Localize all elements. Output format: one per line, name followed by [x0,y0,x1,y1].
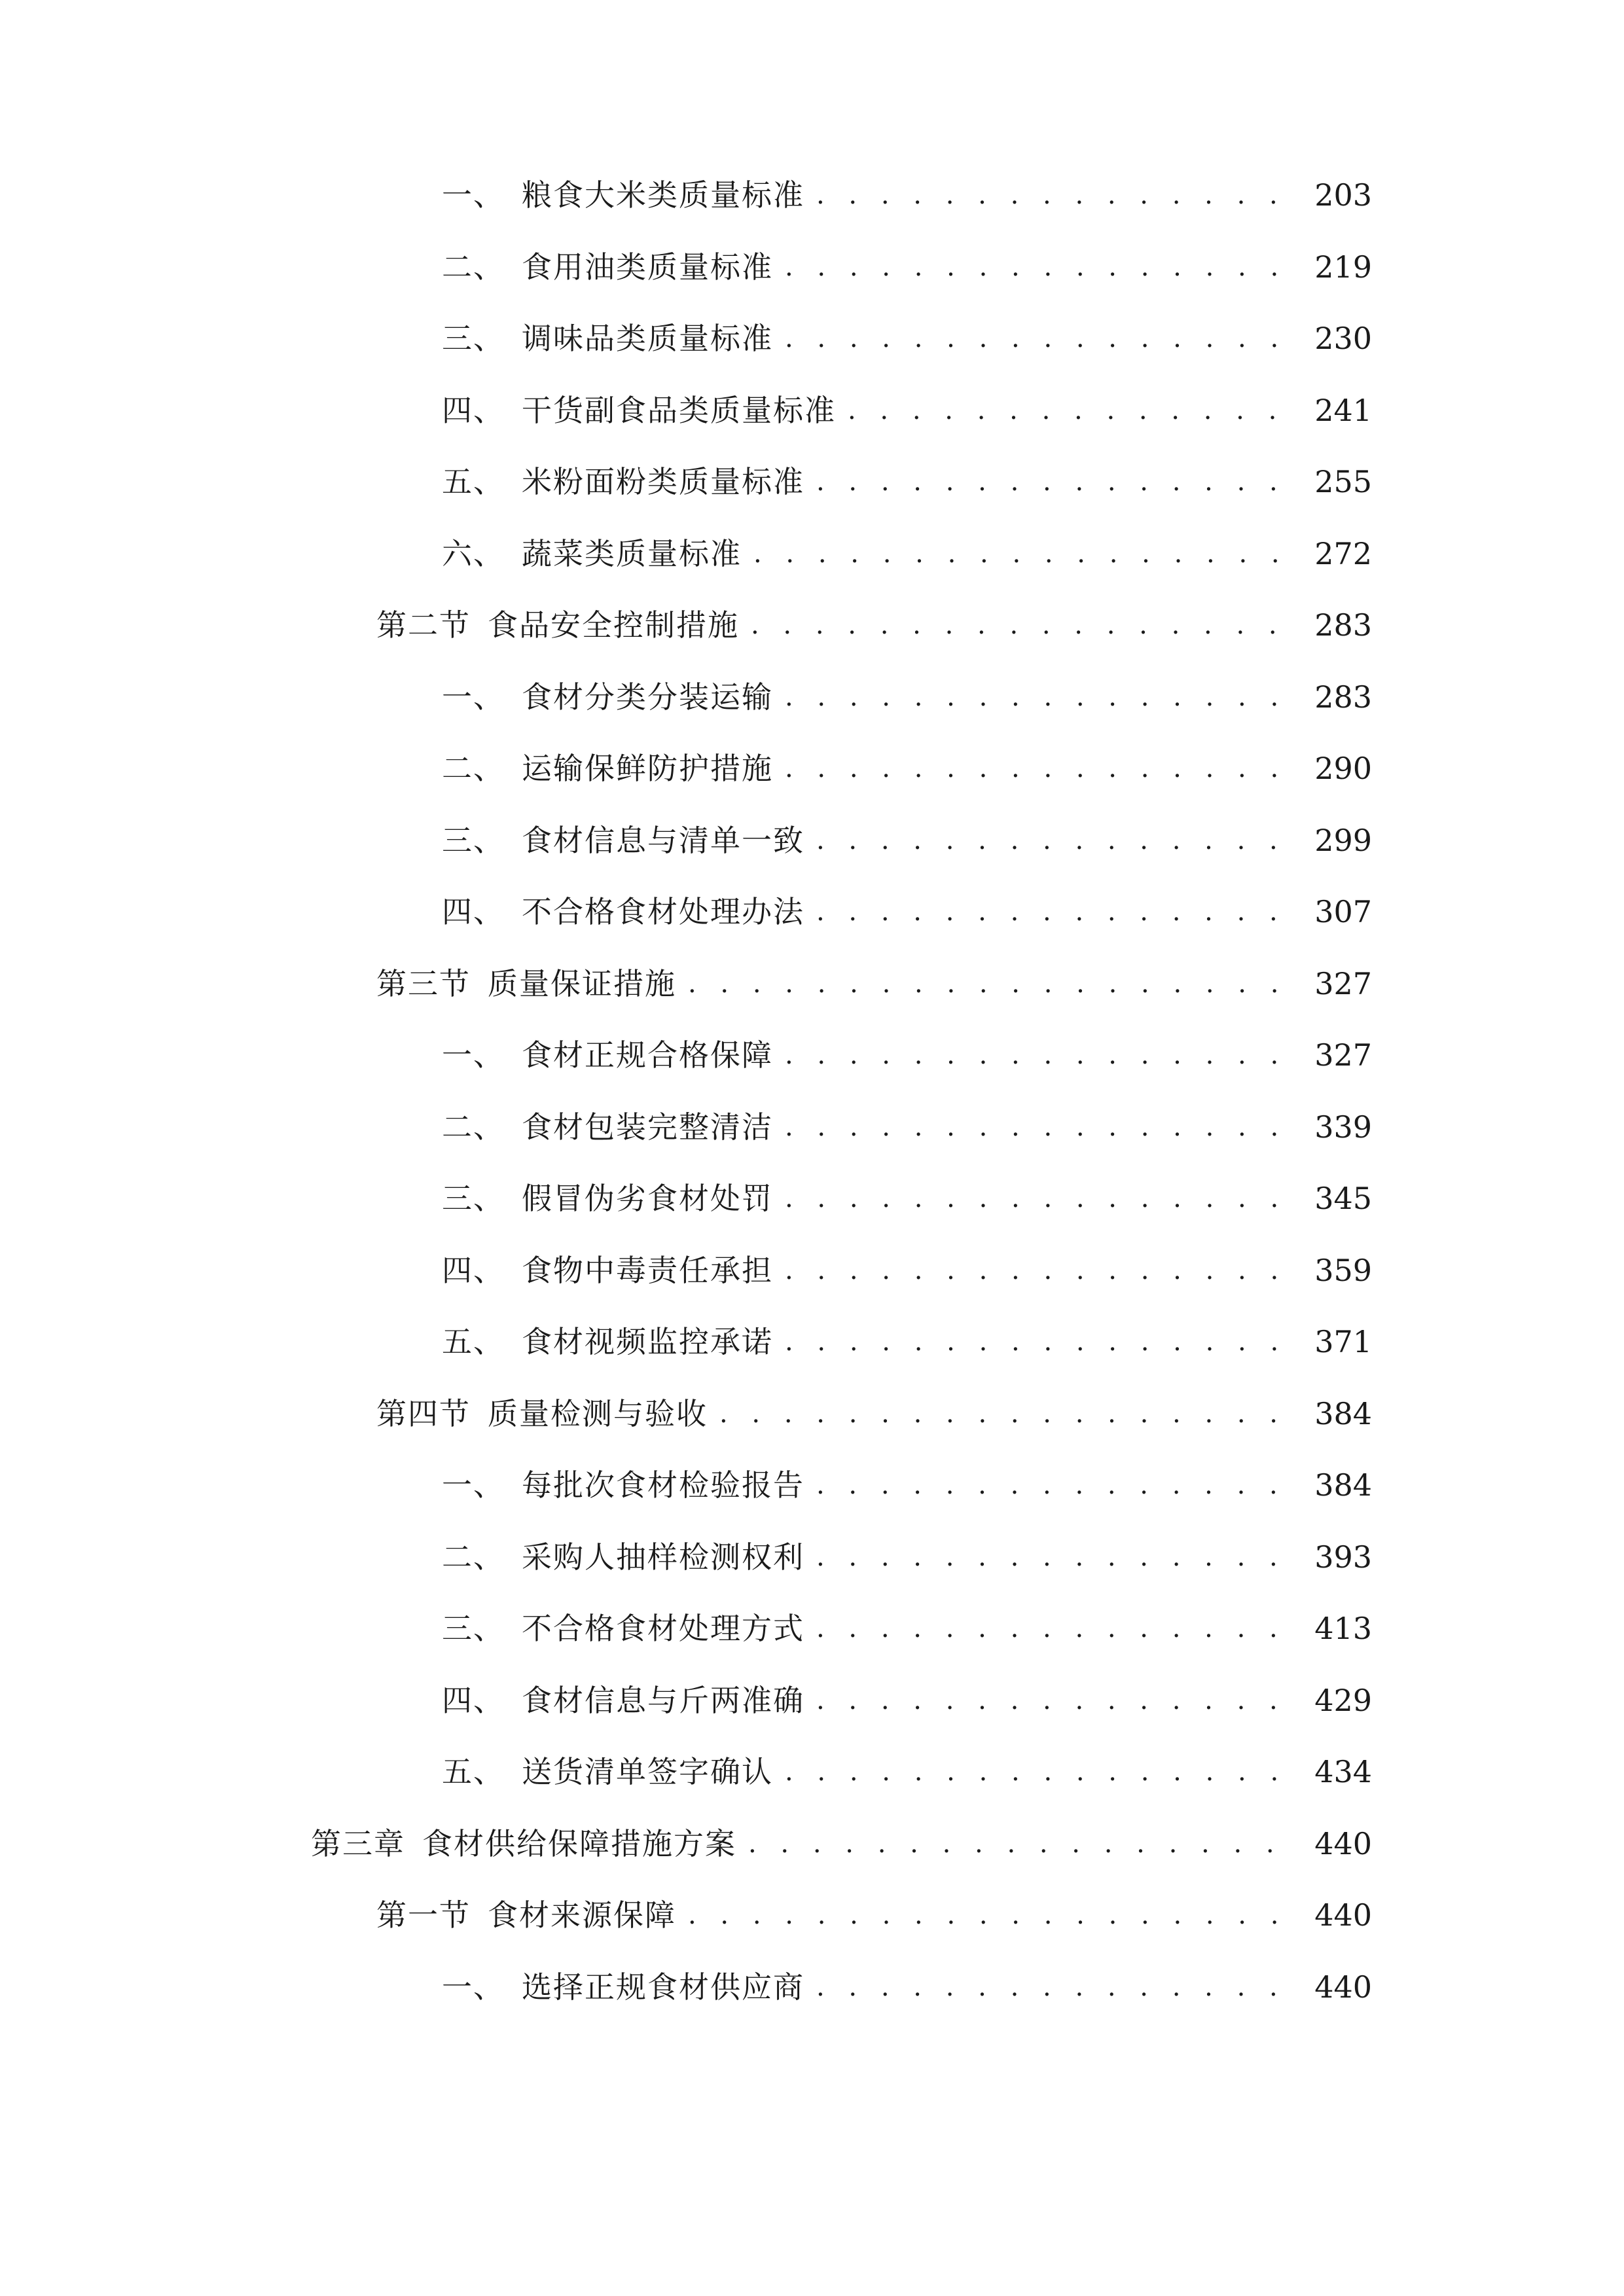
toc-entry-number: 四、 [442,1253,505,1288]
toc-entry-page-number: 384 [1314,1467,1372,1503]
toc-entry-item[interactable] [0,1029,1372,1081]
toc-dot-leader [816,1602,1300,1655]
toc-entry-page-number: 327 [1314,1037,1372,1073]
toc-entry-number: 二、 [442,249,505,285]
toc-entry-title: 食材正规合格保障 [522,1037,773,1073]
toc-entry-number: 二、 [442,1539,505,1575]
toc-entry-number: 五、 [442,1754,505,1789]
toc-entry-page-number: 230 [1314,321,1372,356]
toc-entry-item[interactable] [0,1674,1372,1727]
toc-entry-title: 食物中毒责任承担 [522,1253,773,1288]
toc-entry-title: 假冒伪劣食材处罚 [522,1181,773,1216]
toc-entry-page-number: 219 [1314,249,1372,285]
toc-dot-leader [816,1961,1300,2013]
toc-entry-number: 第四节 [376,1396,471,1431]
toc-dot-leader [785,241,1300,293]
toc-entry-section[interactable] [0,1388,1372,1440]
toc-entry-title: 食材信息与清单一致 [522,823,804,858]
toc-entry-title: 干货副食品类质量标准 [522,393,836,428]
toc-entry-page-number: 440 [1314,1969,1372,2005]
toc-entry-title: 食用油类质量标准 [522,249,773,285]
toc-dot-leader [751,599,1300,651]
toc-entry-item[interactable] [0,241,1372,293]
toc-entry-title: 运输保鲜防护措施 [522,751,773,786]
toc-entry-page-number: 440 [1314,1897,1372,1933]
toc-entry-page-number: 299 [1314,823,1372,858]
toc-entry-item[interactable] [0,528,1372,580]
toc-dot-leader [785,1244,1300,1297]
toc-entry-page-number: 283 [1314,679,1372,715]
toc-entry-title: 每批次食材检验报告 [522,1467,804,1503]
toc-entry-number: 第一节 [376,1897,471,1933]
toc-dot-leader [816,1459,1300,1511]
toc-entry-number: 二、 [442,751,505,786]
toc-entry-number: 四、 [442,894,505,929]
toc-dot-leader [816,169,1300,221]
toc-entry-number: 一、 [442,1969,505,2005]
toc-dot-leader [816,1674,1300,1727]
toc-entry-title: 食材分类分装运输 [522,679,773,715]
toc-entry-number: 二、 [442,1109,505,1145]
toc-dot-leader [785,1101,1300,1153]
toc-entry-page-number: 290 [1314,751,1372,786]
toc-entry-chapter[interactable] [0,1818,1372,1870]
toc-entry-page-number: 413 [1314,1611,1372,1646]
toc-entry-item[interactable] [0,671,1372,723]
toc-dot-leader [688,958,1300,1010]
toc-dot-leader [848,384,1300,437]
toc-dot-leader [785,312,1300,365]
toc-entry-page-number: 429 [1314,1683,1372,1718]
toc-dot-leader [688,1889,1300,1941]
toc-entry-title: 米粉面粉类质量标准 [522,464,804,499]
toc-dot-leader [816,814,1300,867]
toc-entry-number: 一、 [442,1467,505,1503]
toc-dot-leader [816,1531,1300,1583]
toc-entry-item[interactable] [0,1961,1372,2013]
toc-entry-page-number: 307 [1314,894,1372,929]
toc-entry-item[interactable] [0,1459,1372,1511]
toc-entry-page-number: 384 [1314,1396,1372,1431]
toc-entry-title: 食材信息与斤两准确 [522,1683,804,1718]
toc-entry-number: 六、 [442,536,505,571]
toc-entry-page-number: 203 [1314,177,1372,213]
toc-dot-leader [785,1172,1300,1225]
toc-dot-leader [816,886,1300,938]
toc-entry-item[interactable] [0,384,1372,437]
toc-dot-leader [816,456,1300,508]
toc-entry-number: 三、 [442,1181,505,1216]
toc-entry-title: 选择正规食材供应商 [522,1969,804,2005]
toc-entry-item[interactable] [0,169,1372,221]
toc-dot-leader [785,1746,1300,1798]
toc-entry-item[interactable] [0,1746,1372,1798]
toc-entry-page-number: 434 [1314,1754,1372,1789]
toc-entry-section[interactable] [0,958,1372,1010]
toc-dot-leader [719,1388,1300,1440]
toc-entry-section[interactable] [0,1889,1372,1941]
toc-entry-title: 不合格食材处理办法 [522,894,804,929]
toc-entry-item[interactable] [0,742,1372,795]
toc-dot-leader [753,528,1300,580]
toc-entry-title: 食材来源保障 [488,1897,676,1933]
toc-dot-leader [785,671,1300,723]
toc-entry-number: 四、 [442,1683,505,1718]
toc-entry-number: 四、 [442,393,505,428]
toc-entry-title: 食材包装完整清洁 [522,1109,773,1145]
toc-entry-title: 食材视频监控承诺 [522,1324,773,1359]
toc-entry-title: 调味品类质量标准 [522,321,773,356]
toc-entry-page-number: 359 [1314,1253,1372,1288]
toc-entry-page-number: 283 [1314,607,1372,643]
toc-entry-title: 送货清单签字确认 [522,1754,773,1789]
toc-entry-page-number: 345 [1314,1181,1372,1216]
toc-entry-number: 三、 [442,1611,505,1646]
toc-entry-number: 第二节 [376,607,471,643]
toc-entry-number: 第三章 [311,1826,405,1861]
toc-entry-number: 一、 [442,679,505,715]
toc-entry-title: 蔬菜类质量标准 [522,536,742,571]
toc-entry-title: 不合格食材处理方式 [522,1611,804,1646]
toc-entry-page-number: 241 [1314,393,1372,428]
toc-entry-number: 三、 [442,321,505,356]
toc-entry-page-number: 393 [1314,1539,1372,1575]
toc-entry-number: 三、 [442,823,505,858]
toc-entry-item[interactable] [0,456,1372,508]
toc-entry-page-number: 371 [1314,1324,1372,1359]
toc-entry-number: 五、 [442,464,505,499]
toc-entry-title: 食品安全控制措施 [488,607,739,643]
toc-dot-leader [785,1316,1300,1368]
toc-entry-page-number: 440 [1314,1826,1372,1861]
toc-entry-item[interactable] [0,312,1372,365]
toc-entry-page-number: 327 [1314,966,1372,1001]
toc-entry-item[interactable] [0,1531,1372,1583]
toc-entry-page-number: 339 [1314,1109,1372,1145]
toc-entry-item[interactable] [0,814,1372,867]
toc-entry-item[interactable] [0,886,1372,938]
toc-dot-leader [748,1818,1300,1870]
toc-entry-item[interactable] [0,1316,1372,1368]
toc-entry-title: 粮食大米类质量标准 [522,177,804,213]
toc-entry-number: 第三节 [376,966,471,1001]
toc-dot-leader [785,742,1300,795]
toc-entry-page-number: 255 [1314,464,1372,499]
toc-entry-title: 食材供给保障措施方案 [422,1826,736,1861]
toc-entry-number: 一、 [442,177,505,213]
toc-entry-item[interactable] [0,1244,1372,1297]
toc-entry-item[interactable] [0,1101,1372,1153]
toc-entry-item[interactable] [0,1602,1372,1655]
toc-entry-page-number: 272 [1314,536,1372,571]
toc-dot-leader [785,1029,1300,1081]
toc-entry-title: 采购人抽样检测权利 [522,1539,804,1575]
toc-entry-title: 质量检测与验收 [488,1396,708,1431]
toc-entry-section[interactable] [0,599,1372,651]
toc-entry-number: 五、 [442,1324,505,1359]
toc-entry-number: 一、 [442,1037,505,1073]
toc-entry-item[interactable] [0,1172,1372,1225]
toc-entry-title: 质量保证措施 [488,966,676,1001]
